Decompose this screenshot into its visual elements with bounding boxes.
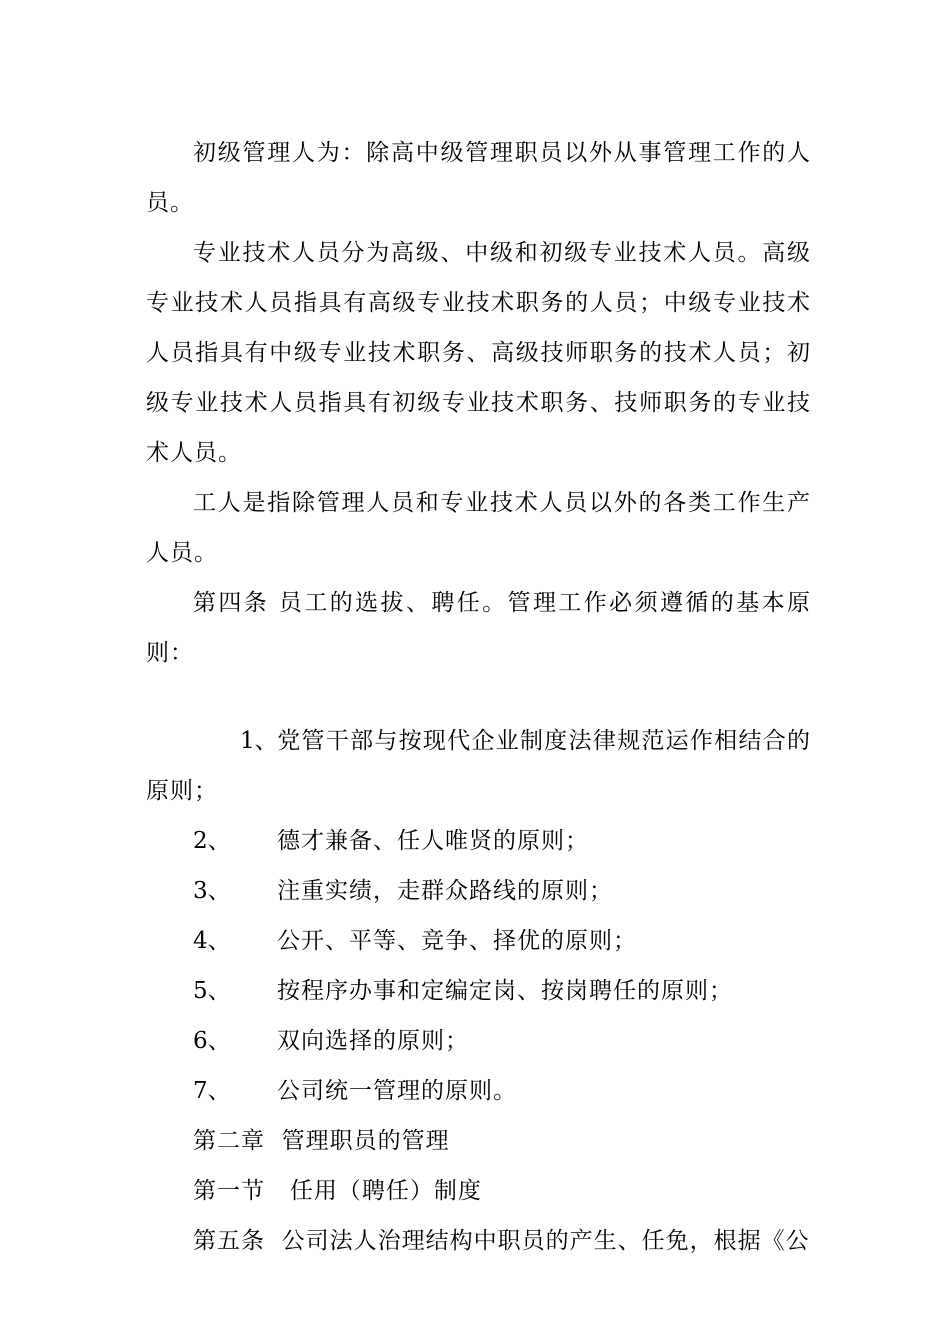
list-text: 双向选择的原则； — [277, 1028, 469, 1054]
spacer — [146, 678, 811, 716]
list-number: 2、 — [193, 828, 231, 854]
list-item — [146, 966, 811, 1016]
principles-list — [146, 716, 811, 1116]
chapter-two-heading: 第二章 管理职员的管理 — [193, 1128, 450, 1154]
paragraph-technical-staff: 专业技术人员分为高级、中级和初级专业技术人员。高级专业技术人员指具有高级专业技术职务的人员；中级专业技术人员指具有中级专业技术职务、高级技师职务的技术人员；初级专业技术人员指具有初级专业技术职务、技师职务的专业技术人员。 — [146, 240, 811, 466]
list-item — [146, 916, 811, 966]
paragraph-workers: 工人是指除管理人员和专业技术人员以外的各类工作生产人员。 — [146, 490, 811, 566]
list-text: 公司统一管理的原则。 — [277, 1078, 517, 1104]
list-text: 党管干部与按现代企业制度法律规范运作相结合的原则； — [146, 728, 811, 804]
list-item — [146, 816, 811, 866]
list-text: 公开、平等、竞争、择优的原则； — [277, 928, 637, 954]
article-five-text: 第五条 公司法人治理结构中职员的产生、任免，根据《公 — [193, 1228, 810, 1254]
article-four-heading: 第四条 员工的选拔、聘任。管理工作必须遵循的基本原则： — [146, 590, 811, 666]
list-text: 注重实绩，走群众路线的原则； — [277, 878, 613, 904]
document-body — [146, 128, 811, 1266]
paragraph-junior-management: 初级管理人为：除高中级管理职员以外从事管理工作的人员。 — [146, 140, 811, 216]
list-number: 5、 — [193, 978, 231, 1004]
list-number: 4、 — [193, 928, 231, 954]
list-item — [146, 866, 811, 916]
list-item — [146, 1016, 811, 1066]
list-text: 按程序办事和定编定岗、按岗聘任的原则； — [277, 978, 733, 1004]
section-one-heading: 第一节 任用（聘任）制度 — [193, 1178, 482, 1204]
list-number: 3、 — [193, 878, 231, 904]
list-number: 7、 — [193, 1078, 231, 1104]
list-number: 1、 — [240, 728, 278, 754]
list-number: 6、 — [193, 1028, 231, 1054]
list-item — [146, 716, 811, 816]
list-item — [146, 1066, 811, 1116]
list-text: 德才兼备、任人唯贤的原则； — [277, 828, 589, 854]
